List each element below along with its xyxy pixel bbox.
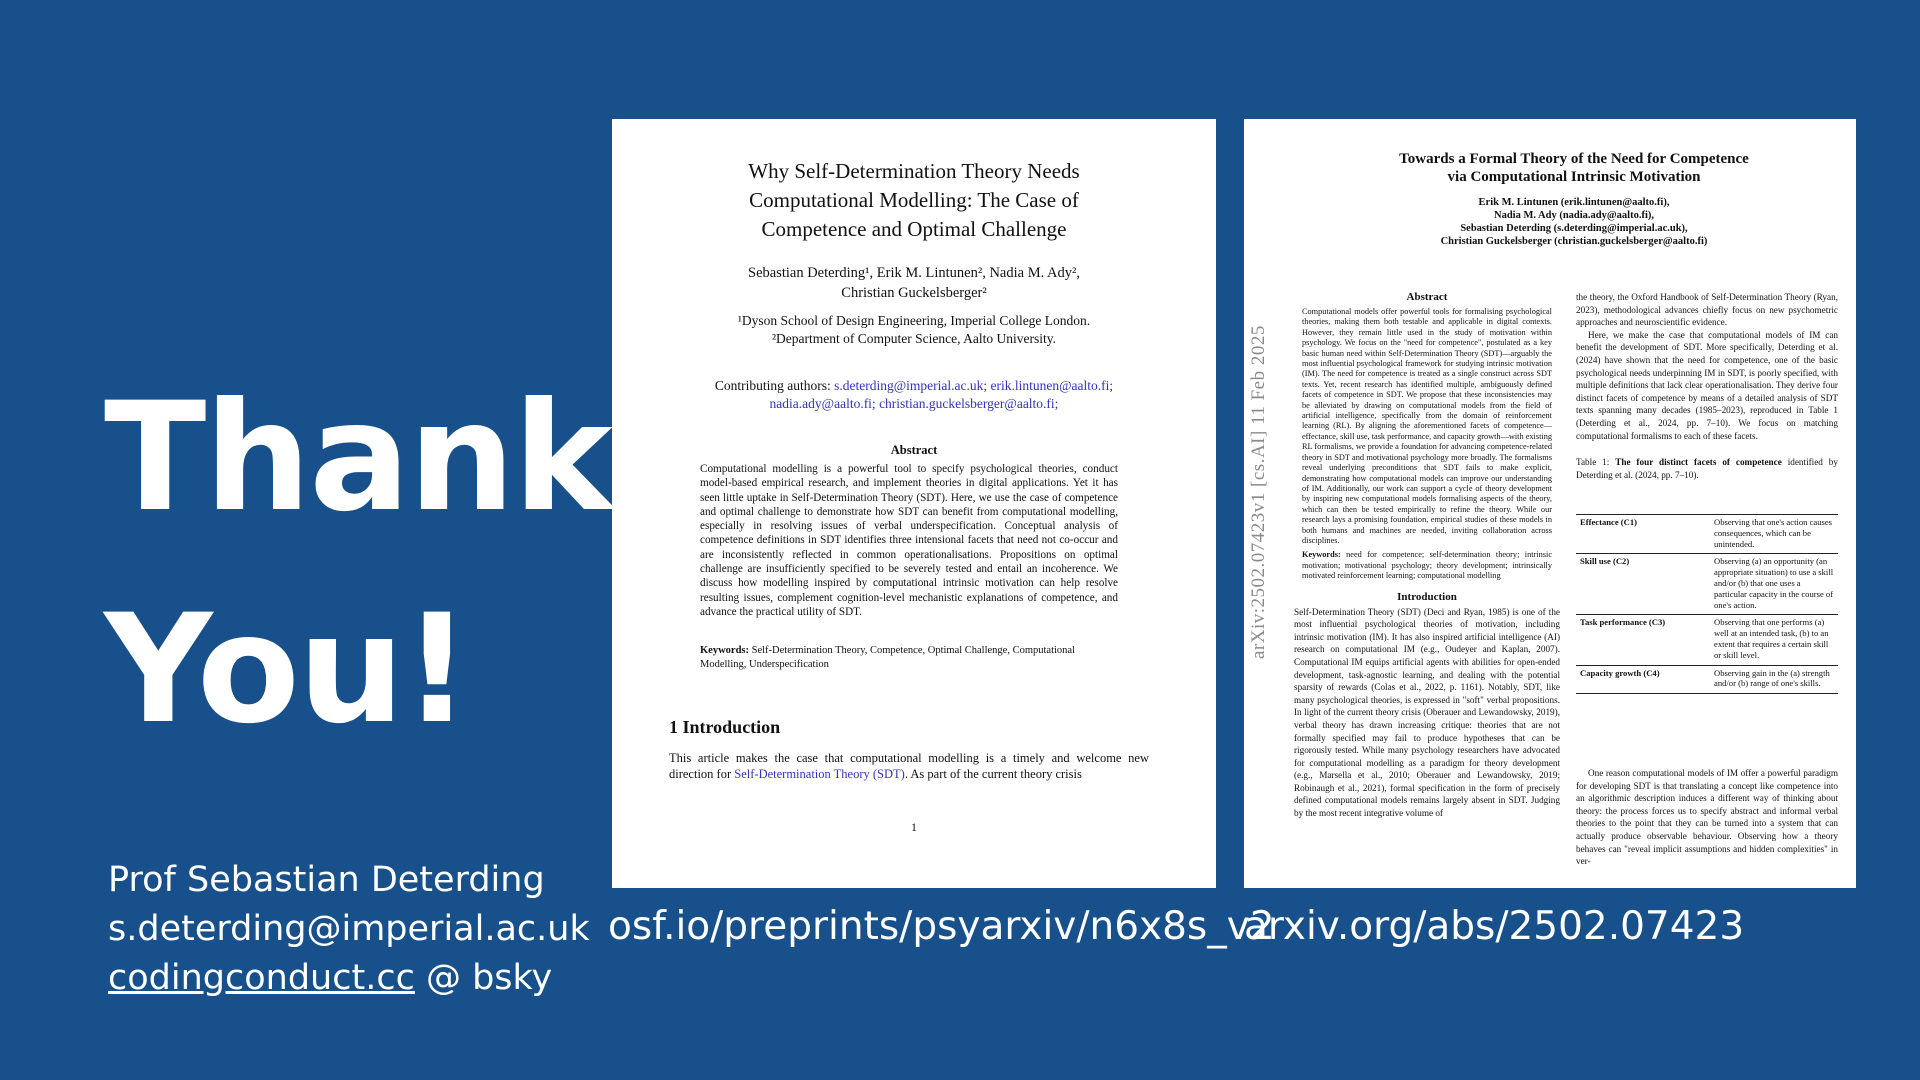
- site-suffix: @ bsky: [414, 958, 553, 998]
- paper-authors: [612, 263, 1216, 303]
- table-caption: [1576, 456, 1838, 481]
- author-line: Erik M. Lintunen (erik.lintunen@aalto.fi),: [1478, 197, 1670, 208]
- intro-text-part: This article makes the case that computational modelling is a timely and welcome new direction for: [669, 751, 1149, 781]
- paper-preview-osf: [612, 119, 1216, 888]
- affiliation: ²Department of Computer Science, Aalto University.: [772, 331, 1056, 346]
- table-row: [1576, 554, 1838, 615]
- table-row: [1576, 615, 1838, 665]
- keywords-label: Keywords:: [700, 645, 749, 656]
- intro-heading: 1 Introduction: [669, 717, 781, 737]
- arxiv-link[interactable]: arxiv.org/abs/2502.07423: [1244, 904, 1745, 949]
- paper-affiliations: [612, 312, 1216, 348]
- authors-line: Christian Guckelsberger²: [841, 285, 987, 301]
- abstract-text: Computational models offer powerful tools for formalising psychological theories, making them both testable and applicable in digital contexts. However, they remain little used in the study of motivation within psychology. We focus on the "need for competence", postulated as a key basic human need within Self-Determination Theory (SDT)—arguably the most influential psychological framework for studying intrinsic motivation (IM). The need for competence is treated as a single construct across SDT texts. Yet, recent research has identified multiple, ambiguously defined facets of competence in SDT. We propose that these inconsistencies may be alleviated by drawing on computational models from the field of artificial intelligence, specifically from the domain of reinforcement learning (RL). By aligning the aforementioned facets of competence—effectance, skill use, task performance, and capacity growth—with existing RL formalisms, we provide a foundation for advancing competence-related theory in SDT and motivational psychology more broadly. The formalisms reveal underlying preconditions that SDT fails to make explicit, demonstrating how computational models can improve our understanding of IM. Additionally, our work can support a cycle of theory development by inspiring new computational models formalising aspects of the theory, which can then be tested empirically to refine the theory. While our research lays a promising foundation, empirical studies of these models in both humans and machines are needed, inviting collaboration across disciplines.: [1302, 307, 1552, 545]
- keywords-text: need for competence; self-determination theory; intrinsic motivation; motivational psychology; theory development; intrinsically motivated reinforcement learning; computational modelling: [1302, 550, 1552, 581]
- keywords-text: Self-Determination Theory, Competence, Optimal Challenge, Computational Modelling, Underspecification: [700, 645, 1076, 670]
- site-link[interactable]: codingconduct.cc: [108, 958, 415, 998]
- contrib-emails: s.deterding@imperial.ac.uk; erik.lintunen@aalto.fi;: [834, 378, 1114, 393]
- page-number: 1: [911, 820, 917, 834]
- authors-line: Sebastian Deterding¹, Erik M. Lintunen², Nadia M. Ady²,: [748, 265, 1080, 281]
- facet-cell: Task performance (C3): [1576, 615, 1710, 665]
- keywords: [700, 644, 1118, 671]
- presenter-site: [108, 954, 590, 1003]
- facet-cell: Effectance (C1): [1576, 515, 1710, 554]
- col2-paragraph: the theory, the Oxford Handbook of Self-Determination Theory (Ryan, 2023), methodological advances chiefly focus on new psychometric approaches and neuroscientific evidence.: [1576, 292, 1838, 328]
- title-line: via Computational Intrinsic Motivation: [1447, 169, 1701, 185]
- contact-block: [108, 856, 590, 1003]
- facets-table: [1576, 514, 1838, 694]
- caption-part: The four distinct facets of competence: [1615, 457, 1782, 468]
- presenter-email: s.deterding@imperial.ac.uk: [108, 909, 590, 949]
- arxiv-stamp: arXiv:2502.07423v1 [cs.AI] 11 Feb 2025: [1248, 325, 1269, 659]
- thank-you-heading: [104, 352, 611, 776]
- abstract-text: Computational modelling is a powerful tool to specify psychological theories, conduct model-based empirical research, and implement theories in digital applications. Yet it has seen little uptake in Self-Determination Theory (SDT). Here, we use the case of competence and optimal challenge to demonstrate how SDT can benefit from computational modelling, especially in resolving issues of verbal underspecification. Conceptual analysis of competence definitions in SDT identifies three intensional facets that need not co-occur and are inconsistently reflected in common operationalisations. Propositions on optimal challenge are insufficiently specified to be severely tested and entail an incoherence. We discuss how modelling inspired by computational intrinsic motivation can help resolve resulting issues, complement cognition-level mechanistic explanations of competence, and advance the practical utility of SDT.: [700, 463, 1118, 618]
- title-line: Towards a Formal Theory of the Need for Competence: [1399, 151, 1749, 167]
- table-row: [1576, 515, 1838, 554]
- facet-cell: Capacity growth (C4): [1576, 665, 1710, 694]
- intro-text-part: . As part of the current theory crisis: [904, 767, 1082, 781]
- paper-title: [612, 157, 1216, 244]
- affiliation: ¹Dyson School of Design Engineering, Imperial College London.: [737, 313, 1091, 328]
- paper-authors: [1314, 196, 1834, 248]
- right-column: [1576, 291, 1838, 481]
- presenter-name: Prof Sebastian Deterding: [108, 860, 545, 900]
- abstract-heading: Abstract: [1406, 291, 1448, 303]
- author-line: Sebastian Deterding (s.deterding@imperial.ac.uk),: [1460, 223, 1688, 234]
- contrib-label: Contributing authors:: [714, 378, 835, 393]
- col2-paragraph: One reason computational models of IM offer a powerful paradigm for developing SDT is that translating a concept like competence into an algorithmic description induces a different way of thinking about theory: the process forces us to specify abstract and informal verbal theories to the point that they can be turned into a system that can actually produce observable behaviour. Observing how a theory behaves can "reveal implicit assumptions and hidden complexities" in ver-: [1576, 768, 1838, 867]
- title-line: Computational Modelling: The Case of: [749, 188, 1079, 212]
- author-line: Nadia M. Ady (nadia.ady@aalto.fi),: [1494, 210, 1654, 221]
- left-column: [1294, 291, 1560, 820]
- intro-text: Self-Determination Theory (SDT) (Deci and Ryan, 1985) is one of the most influential psychological theories of motivation, including intrinsic motivation (IM). It has also inspired artificial intelligence (AI) research on computational IM (e.g., Oudeyer and Kaplan, 2007). Computational IM equips artificial agents with abilities for open-ended development, task-agnostic learning, and dealing with the potential sparsity of rewards (Colas et al., 2022, p. 1161). Notably, SDT, like many psychological theories, is expressed in "soft" verbal propositions. In light of the current theory crisis (Oberauer and Lewandowsky, 2019), verbal theory has drawn increasing critique: theories that are not formally specified may fail to produce hypotheses that can be rigorously tested. While many psychology researchers have advocated for computational modelling as a paradigm for theory development (e.g., Marsella et al., 2010; Oberauer and Lewandowsky, 2019; Robinaugh et al., 2021), formal specification in the form of precisely defined computational models remains largely absent in SDT. Judging by the most recent integrative volume of: [1294, 606, 1560, 819]
- intro-text: [669, 750, 1149, 782]
- keywords-label: Keywords:: [1302, 550, 1341, 560]
- paper-title: [1314, 150, 1834, 186]
- desc-cell: Observing gain in the (a) strength and/or (b) range of one's skills.: [1710, 665, 1838, 694]
- title-line: Competence and Optimal Challenge: [761, 217, 1067, 241]
- abstract-heading: Abstract: [890, 443, 938, 457]
- desc-cell: Observing (a) an opportunity (an appropriate situation) to use a skill and/or (b) that one uses a particular capacity in the course of one's action.: [1710, 554, 1838, 615]
- heading-line-2: You!: [104, 583, 470, 757]
- intro-link: Self-Determination Theory (SDT): [734, 767, 905, 781]
- author-line: Christian Guckelsberger (christian.guckelsberger@aalto.fi): [1440, 236, 1708, 247]
- desc-cell: Observing that one's action causes consequences, which can be unintended.: [1710, 515, 1838, 554]
- contributing-authors: [612, 377, 1216, 413]
- keywords: [1302, 550, 1552, 581]
- caption-part: Table 1:: [1576, 457, 1616, 468]
- caption-part: identified by Deterding et al. (2024, pp. 7–10).: [1576, 457, 1838, 480]
- facet-cell: Skill use (C2): [1576, 554, 1710, 615]
- osf-preprint-link[interactable]: osf.io/preprints/psyarxiv/n6x8s_v2: [608, 904, 1275, 949]
- heading-line-1: Thank: [104, 371, 611, 545]
- intro-heading: Introduction: [1397, 590, 1457, 603]
- title-line: Why Self-Determination Theory Needs: [748, 159, 1080, 183]
- table-row: [1576, 665, 1838, 694]
- paper-preview-arxiv: [1244, 119, 1856, 888]
- contrib-emails: nadia.ady@aalto.fi; christian.guckelsberger@aalto.fi;: [769, 396, 1059, 411]
- col2-paragraph: Here, we make the case that computational models of IM can benefit the development of SDT. More specifically, Deterding et al. (2024) have shown that the need for competence, one of the basic psychological needs underpinning IM in SDT, is poorly specified, with multiple definitions that lack clear operationalisation. They derive four distinct facets of competence by means of a detailed analysis of SDT texts spanning many decades (1985–2023), reproduced in Table 1 (Deterding et al., 2024, pp. 7–10). We focus on matching computational formalisms to each of these facets.: [1576, 329, 1838, 441]
- desc-cell: Observing that one performs (a) well at an intended task, (b) to an extent that requires a certain skill or skill level.: [1710, 615, 1838, 665]
